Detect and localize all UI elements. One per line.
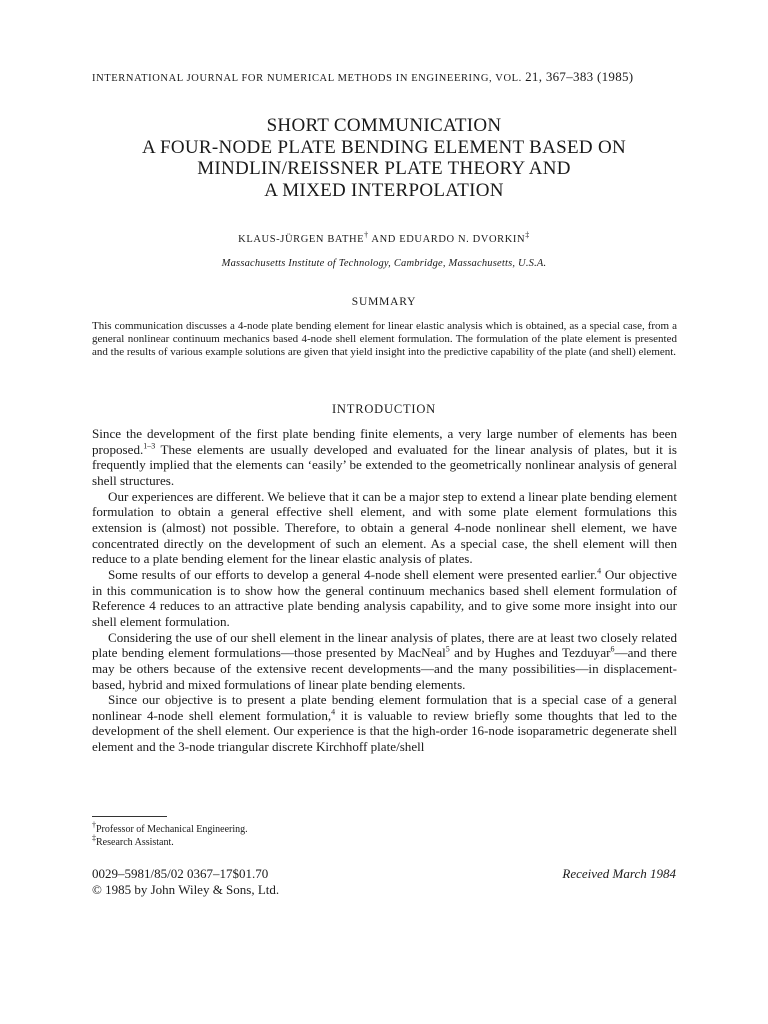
copyright-line: © 1985 by John Wiley & Sons, Ltd. <box>92 882 280 897</box>
footnote-1-mark: † <box>92 820 96 830</box>
paper-title <box>0 115 768 201</box>
citation-4: 4 <box>597 566 602 576</box>
footnote-1-text: Professor of Mechanical Engineering. <box>96 824 248 835</box>
author-conjunction: AND <box>368 234 400 245</box>
footnote-1 <box>92 820 492 837</box>
journal-header <box>92 69 692 85</box>
footnote-2 <box>92 833 492 850</box>
footnotes <box>92 820 492 849</box>
paragraph-5-text-b: it is valuable to review briefly some thoughts that led to the development of the shell element. Our experience is that the high-order 16-node isoparametric degenerate shell element and the 3-node triangular discrete Kirchhoff plate/shell <box>92 707 677 755</box>
summary-heading: SUMMARY <box>351 296 417 308</box>
citation-1-3: 1–3 <box>143 441 156 451</box>
journal-name: INTERNATIONAL JOURNAL FOR NUMERICAL METHODS IN ENGINEERING, VOL. <box>92 73 522 84</box>
paragraph-1-text-a: Since the development of the first plate bending finite elements, a very large number of elements has been proposed. <box>92 426 677 457</box>
paragraph-5-text-a: Since our objective is to present a plate bending element formulation that is a special case of a general nonlinear 4-node shell element formulation, <box>92 692 677 723</box>
paragraph-4-text-b: and by Hughes and Tezduyar <box>449 645 611 661</box>
paragraph-3-text-a: Some results of our efforts to develop a general 4-node shell element were presented earlier. <box>108 566 598 582</box>
author-1: KLAUS-JÜRGEN BATHE <box>238 234 365 245</box>
author-1-mark: † <box>364 230 369 240</box>
title-line-2: MINDLIN/REISSNER PLATE THEORY AND <box>197 158 571 179</box>
footnote-2-mark: ‡ <box>92 833 96 843</box>
paragraph-5 <box>92 692 677 755</box>
affiliation: Massachusetts Institute of Technology, Cambridge, Massachusetts, U.S.A. <box>221 258 547 269</box>
received-date: Received March 1984 <box>562 866 676 881</box>
footnote-2-text: Research Assistant. <box>96 836 174 848</box>
paragraph-4-text-c: —and there may be others because of the extensive recent developments—and the many possibilities—in displacement-based, hybrid and mixed formulations of linear plate bending elements. <box>92 645 677 692</box>
title-kind: SHORT COMMUNICATION <box>266 115 502 136</box>
citation-4b: 4 <box>331 707 336 717</box>
volume-pages: 21, 367–383 (1985) <box>525 69 634 84</box>
author-2: EDUARDO N. DVORKIN <box>399 234 526 245</box>
author-list <box>0 230 768 245</box>
introduction-heading: INTRODUCTION <box>331 402 437 416</box>
paragraph-3-text-b: Our objective in this communication is to show how the general continuum mechanics based shell element formulation of Reference 4 reduces to an attractive plate bending analysis capability, and to give some more insight into our shell element formulation. <box>92 566 677 629</box>
publication-info <box>92 866 412 898</box>
title-line-3: A MIXED INTERPOLATION <box>264 179 504 201</box>
title-line-1: A FOUR-NODE PLATE BENDING ELEMENT BASED ON <box>141 136 627 158</box>
paragraph-2: Our experiences are different. We believe that it can be a major step to extend a linear plate bending element formulation to obtain a general effective shell element, and with some plate element formulations this extension is (almost) not possible. Therefore, to obtain a general 4-node nonlinear shell element, we have concentrated directly on the development of such an element. As a special case, the shell element will then reduce to a plate bending element for the linear elastic analysis of plates. <box>92 488 677 567</box>
paragraph-3 <box>92 567 677 630</box>
paragraph-1-text-b: These elements are usually developed and evaluated for the linear analysis of plates, but it is frequently implied that the elements can ‘easily’ be extended to the geometrically nonlinear analysis of general shell structures. <box>92 441 677 488</box>
citation-6: 6 <box>610 644 615 654</box>
article-code: 0029–5981/85/02 0367–17$01.70 <box>92 866 269 881</box>
paragraph-4 <box>92 630 677 693</box>
introduction-body <box>92 426 677 755</box>
summary-text: This communication discusses a 4-node plate bending element for linear elastic analysis which is obtained, as a special case, from a general nonlinear continuum mechanics based 4-node shell element formulation. The formulation of the plate element is presented and the results of various example solutions are given that yield insight into the predictive capability of the plate (and shell) element. <box>92 320 677 359</box>
paragraph-4-text-a: Considering the use of our shell element in the linear analysis of plates, there are at least two closely related plate bending element formulations—those presented by MacNeal <box>92 629 677 661</box>
footnote-divider <box>92 816 167 817</box>
citation-5: 5 <box>445 644 450 654</box>
paragraph-1 <box>92 426 677 489</box>
author-2-mark: ‡ <box>525 230 530 240</box>
